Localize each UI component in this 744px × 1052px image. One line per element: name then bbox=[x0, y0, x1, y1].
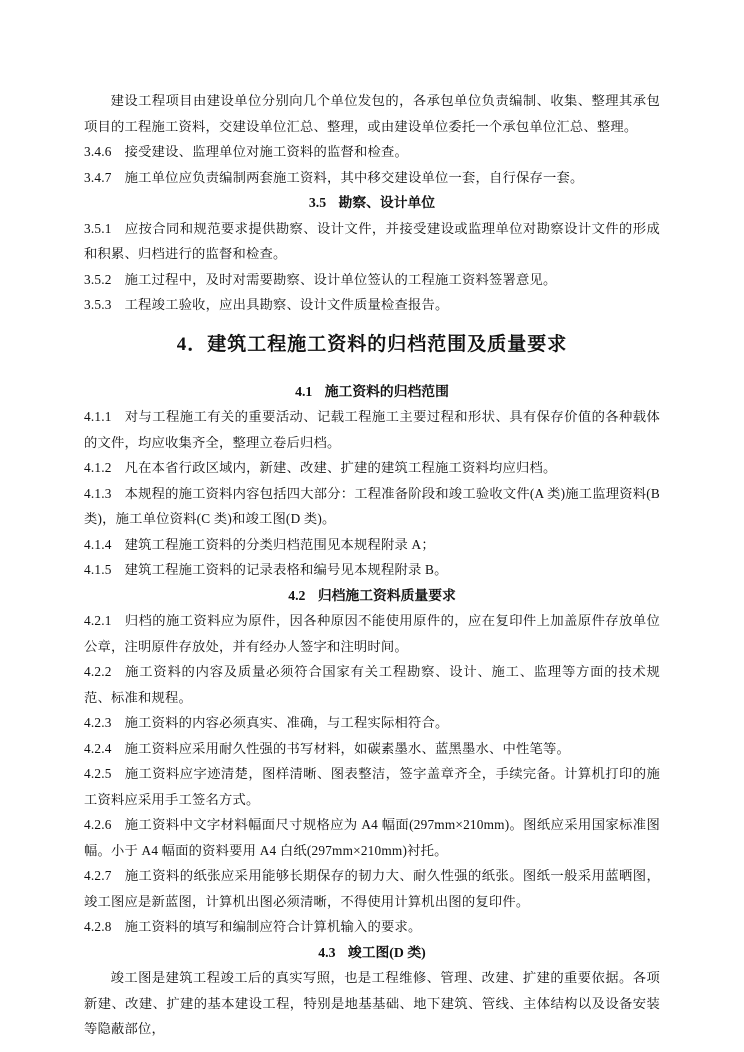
clause-text: 施工资料应采用耐久性强的书写材料，如碳素墨水、蓝黑墨水、中性笔等。 bbox=[124, 740, 570, 756]
clause-text: 归档的施工资料应为原件，因各种原因不能使用原件的，应在复印件上加盖原件存放单位公章，注明原件存放处，并有经办人签字和注明时间。 bbox=[84, 613, 660, 654]
clause-number: 4.2.4 bbox=[84, 740, 112, 756]
clause-text: 施工资料的内容必须真实、准确，与工程实际相符合。 bbox=[124, 715, 449, 730]
section-number: 4.3 bbox=[318, 944, 336, 960]
clause-text: 施工资料中文字材料幅面尺寸规格应为 A4 幅面(297mm×210mm)。图纸应采用国家标准图幅。小于 A4 幅面的资料要用 A4 白纸(297mm×210mm)衬托。 bbox=[84, 817, 660, 858]
clause-text: 应按合同和规范要求提供勘察、设计文件，并接受建设或监理单位对勘察设计文件的形成和积累、归档进行的监督和检查。 bbox=[84, 220, 660, 261]
clause-text: 工程竣工验收，应出具勘察、设计文件质量检查报告。 bbox=[124, 297, 449, 312]
clause-number: 3.5.1 bbox=[84, 220, 112, 236]
paragraph-4-3-intro: 竣工图是建筑工程竣工后的真实写照，也是工程维修、管理、改建、扩建的重要依据。各项新建、改建、扩建的基本建设工程，特别是地基基础、地下建筑、管线、主体结构以及设备安装等隐蔽部位， bbox=[84, 970, 660, 1036]
clause-4-1-1 bbox=[84, 404, 660, 455]
clause-number: 3.5.3 bbox=[84, 297, 112, 312]
clause-number: 3.5.2 bbox=[84, 271, 112, 287]
clause-text: 接受建设、监理单位对施工资料的监督和检查。 bbox=[124, 144, 409, 159]
clause-text: 施工资料的内容及质量必须符合国家有关工程勘察、设计、施工、监理等方面的技术规范、标准和规程。 bbox=[84, 664, 660, 705]
clause-4-2-8 bbox=[84, 914, 660, 940]
clause-3-5-3 bbox=[84, 292, 660, 318]
clause-4-2-6 bbox=[84, 812, 660, 863]
clause-number: 4.2.5 bbox=[84, 766, 112, 781]
clause-number: 4.2.7 bbox=[84, 868, 112, 883]
clause-4-2-3 bbox=[84, 710, 660, 736]
clause-number: 4.1.2 bbox=[84, 460, 112, 475]
clause-3-5-1 bbox=[84, 216, 660, 267]
clause-4-2-4 bbox=[84, 736, 660, 762]
clause-number: 4.1.1 bbox=[84, 409, 112, 424]
section-heading-4-3 bbox=[84, 940, 660, 966]
chapter-heading-4: 4．建筑工程施工资料的归档范围及质量要求 bbox=[176, 333, 568, 355]
clause-number: 4.1.3 bbox=[84, 485, 112, 501]
clause-text: 施工资料的纸张应采用能够长期保存的韧力大、耐久性强的纸张。图纸一般采用蓝晒图，竣工图应是新蓝图，计算机出图必须清晰，不得使用计算机出图的复印件。 bbox=[84, 868, 660, 909]
clause-number: 4.1.4 bbox=[84, 536, 112, 552]
clause-3-5-2 bbox=[84, 267, 660, 293]
clause-3-4-7 bbox=[84, 165, 660, 191]
clause-text: 施工资料应字迹清楚，图样清晰、图表整洁，签字盖章齐全，手续完备。计算机打印的施工资料应采用手工签名方式。 bbox=[84, 766, 660, 807]
clause-number: 4.2.2 bbox=[84, 664, 112, 679]
section-number: 4.1 bbox=[295, 383, 313, 399]
section-heading-4-1 bbox=[84, 379, 660, 405]
paragraph-3-4-intro: 建设工程项目由建设单位分别向几个单位发包的，各承包单位负责编制、收集、整理其承包项目的工程施工资料，交建设单位汇总、整理，或由建设单位委托一个承包单位汇总、整理。 bbox=[84, 93, 660, 134]
clause-4-2-7 bbox=[84, 863, 660, 914]
clause-text: 对与工程施工有关的重要活动、记载工程施工主要过程和形状、具有保存价值的各种载体的文件，均应收集齐全，整理立卷后归档。 bbox=[84, 409, 660, 450]
clause-4-1-2 bbox=[84, 455, 660, 481]
section-title: 归档施工资料质量要求 bbox=[317, 587, 456, 603]
section-heading-4-2 bbox=[84, 583, 660, 609]
clause-3-4-6 bbox=[84, 139, 660, 165]
clause-4-2-2 bbox=[84, 659, 660, 710]
clause-text: 凡在本省行政区域内，新建、改建、扩建的建筑工程施工资料均应归档。 bbox=[124, 460, 557, 475]
section-title: 施工资料的归档范围 bbox=[324, 383, 449, 399]
clause-4-1-3 bbox=[84, 481, 660, 532]
clause-text: 施工资料的填写和编制应符合计算机输入的要求。 bbox=[124, 919, 422, 934]
section-title: 竣工图(D 类) bbox=[347, 944, 426, 960]
clause-number: 4.1.5 bbox=[84, 562, 112, 577]
clause-number: 4.2.6 bbox=[84, 817, 112, 832]
clause-text: 建筑工程施工资料的记录表格和编号见本规程附录 B。 bbox=[124, 562, 448, 577]
clause-text: 施工单位应负责编制两套施工资料，其中移交建设单位一套，自行保存一套。 bbox=[124, 169, 584, 185]
section-heading-3-5 bbox=[84, 190, 660, 216]
clause-number: 3.4.6 bbox=[84, 144, 112, 159]
clause-number: 4.2.1 bbox=[84, 613, 112, 628]
clause-number: 4.2.3 bbox=[84, 715, 112, 730]
clause-4-2-5 bbox=[84, 761, 660, 812]
section-title: 勘察、设计单位 bbox=[338, 195, 436, 210]
clause-4-1-4 bbox=[84, 532, 660, 558]
section-number: 4.2 bbox=[288, 587, 306, 603]
clause-4-2-1 bbox=[84, 608, 660, 659]
section-number: 3.5 bbox=[308, 195, 327, 210]
clause-text: 本规程的施工资料内容包括四大部分：工程准备阶段和竣工验收文件(A 类)施工监理资料(B 类)，施工单位资料(C 类)和竣工图(D 类)。 bbox=[84, 485, 660, 526]
clause-text: 施工过程中，及时对需要勘察、设计单位签认的工程施工资料签署意见。 bbox=[124, 271, 557, 287]
clause-4-1-5 bbox=[84, 557, 660, 583]
clause-number: 4.2.8 bbox=[84, 919, 112, 934]
clause-number: 3.4.7 bbox=[84, 169, 112, 185]
clause-text: 建筑工程施工资料的分类归档范围见本规程附录 A； bbox=[124, 536, 435, 552]
